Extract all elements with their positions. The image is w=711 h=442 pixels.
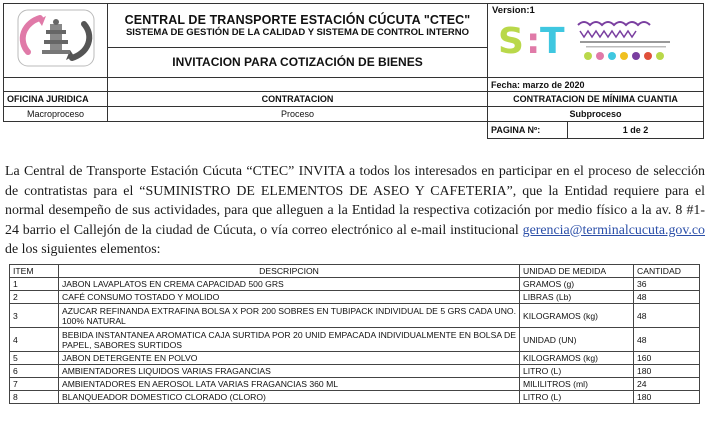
table-row bbox=[10, 391, 700, 404]
row-description: BLANQUEADOR DOMESTICO CLORADO (CLORO) bbox=[59, 391, 520, 404]
invitation-text: La Central de Transporte Estación Cúcuta “CTEC” INVITA a todos los interesados en participar en el proceso de selección de contratistas para el “SUMINISTRO DE ELEMENTOS DE ASEO Y CAFETERIA”, que la Entidad requiere para el normal desempeño de sus actividades, para que alleguen a la Entidad la respectiva cotización por medio físico a la av. 8 #1-24 barrio el Callejón de la ciudad de Cúcuta, o vía correo electrónico al e-mail institucional bbox=[5, 164, 705, 238]
invitation-text-end: de los siguientes elementos: bbox=[5, 242, 161, 257]
row-description: AMBIENTADORES LIQUIDOS VARIAS FRAGANCIAS bbox=[59, 365, 520, 378]
macroproceso-value: CONTRATACION bbox=[108, 92, 488, 107]
row-quantity: 36 bbox=[634, 278, 700, 291]
row-item: 7 bbox=[10, 378, 59, 391]
table-row bbox=[10, 352, 700, 365]
svg-text::: : bbox=[526, 21, 541, 62]
row-description: JABON DETERGENTE EN POLVO bbox=[59, 352, 520, 365]
row-unit: KILOGRAMOS (kg) bbox=[520, 304, 634, 328]
row-item: 6 bbox=[10, 365, 59, 378]
subproceso-label: Subproceso bbox=[488, 107, 704, 122]
organization-subtitle: SISTEMA DE GESTIÓN DE LA CALIDAD Y SISTEMA DE CONTROL INTERNO bbox=[125, 26, 470, 38]
ctec-logo-icon bbox=[10, 6, 102, 70]
office-label: OFICINA JURIDICA bbox=[4, 92, 108, 107]
page-label: PAGINA Nº: bbox=[488, 122, 568, 139]
row-unit: LITRO (L) bbox=[520, 391, 634, 404]
header-unit: UNIDAD DE MEDIDA bbox=[520, 265, 634, 278]
row-description: CAFÉ CONSUMO TOSTADO Y MOLIDO bbox=[59, 291, 520, 304]
row-description: BEBIDA INSTANTANEA AROMATICA CAJA SURTIDA POR 20 UNID EMPACADA INDIVIDUALMENTE EN BOLSA DE PAPEL, SABORES SURTIDOS bbox=[59, 328, 520, 352]
row-quantity: 48 bbox=[634, 291, 700, 304]
header-quantity: CANTIDAD bbox=[634, 265, 700, 278]
document-header bbox=[3, 3, 704, 139]
subproceso-value: CONTRATACION DE MÍNIMA CUANTIA bbox=[488, 92, 704, 107]
row-unit: GRAMOS (g) bbox=[520, 278, 634, 291]
svg-text:T: T bbox=[540, 21, 565, 62]
row-item: 4 bbox=[10, 328, 59, 352]
row-quantity: 48 bbox=[634, 304, 700, 328]
row-quantity: 24 bbox=[634, 378, 700, 391]
row-unit: LIBRAS (Lb) bbox=[520, 291, 634, 304]
ctec-logo bbox=[4, 4, 108, 78]
page-value: 1 de 2 bbox=[568, 122, 704, 139]
document-date: Fecha: marzo de 2020 bbox=[488, 78, 704, 92]
row-unit: KILOGRAMOS (kg) bbox=[520, 352, 634, 365]
proceso-label: Proceso bbox=[108, 107, 488, 122]
invitation-paragraph bbox=[5, 162, 705, 260]
row-item: 2 bbox=[10, 291, 59, 304]
row-item: 1 bbox=[10, 278, 59, 291]
row-quantity: 160 bbox=[634, 352, 700, 365]
row-quantity: 180 bbox=[634, 391, 700, 404]
header-item: ITEM bbox=[10, 265, 59, 278]
header-description: DESCRIPCION bbox=[59, 265, 520, 278]
document-title: INVITACION PARA COTIZACIÓN DE BIENES bbox=[108, 47, 488, 77]
row-item: 8 bbox=[10, 391, 59, 404]
row-quantity: 180 bbox=[634, 365, 700, 378]
table-row bbox=[10, 378, 700, 391]
row-unit: MILILITROS (ml) bbox=[520, 378, 634, 391]
version-label: Version:1 bbox=[492, 5, 535, 16]
row-description: JABON LAVAPLATOS EN CREMA CAPACIDAD 500 GRS bbox=[59, 278, 520, 291]
items-table-header-row bbox=[10, 265, 700, 278]
row-item: 3 bbox=[10, 304, 59, 328]
table-row bbox=[10, 278, 700, 291]
macroproceso-label: Macroproceso bbox=[4, 107, 108, 122]
version-logo-cell bbox=[488, 4, 704, 78]
row-quantity: 48 bbox=[634, 328, 700, 352]
row-unit: UNIDAD (UN) bbox=[520, 328, 634, 352]
svg-text:S: S bbox=[498, 21, 524, 62]
table-row bbox=[10, 304, 700, 328]
table-row bbox=[10, 365, 700, 378]
row-unit: LITRO (L) bbox=[520, 365, 634, 378]
row-description: AZUCAR REFINANDA EXTRAFINA BOLSA X POR 200 SOBRES EN TUBIPACK INDIVIDUAL DE 5 GRS CADA UNO. 100% NATURAL bbox=[59, 304, 520, 328]
organization-title: CENTRAL DE TRANSPORTE ESTACIÓN CÚCUTA "CTEC" bbox=[124, 12, 471, 27]
table-row bbox=[10, 328, 700, 352]
institutional-email-link[interactable]: gerencia@terminalcucuta.gov.co bbox=[522, 222, 705, 238]
table-row bbox=[10, 291, 700, 304]
row-item: 5 bbox=[10, 352, 59, 365]
row-description: AMBIENTADORES EN AEROSOL LATA VARIAS FRAGANCIAS 360 ML bbox=[59, 378, 520, 391]
st-brand-logo-icon bbox=[496, 19, 686, 63]
items-table bbox=[9, 264, 700, 404]
